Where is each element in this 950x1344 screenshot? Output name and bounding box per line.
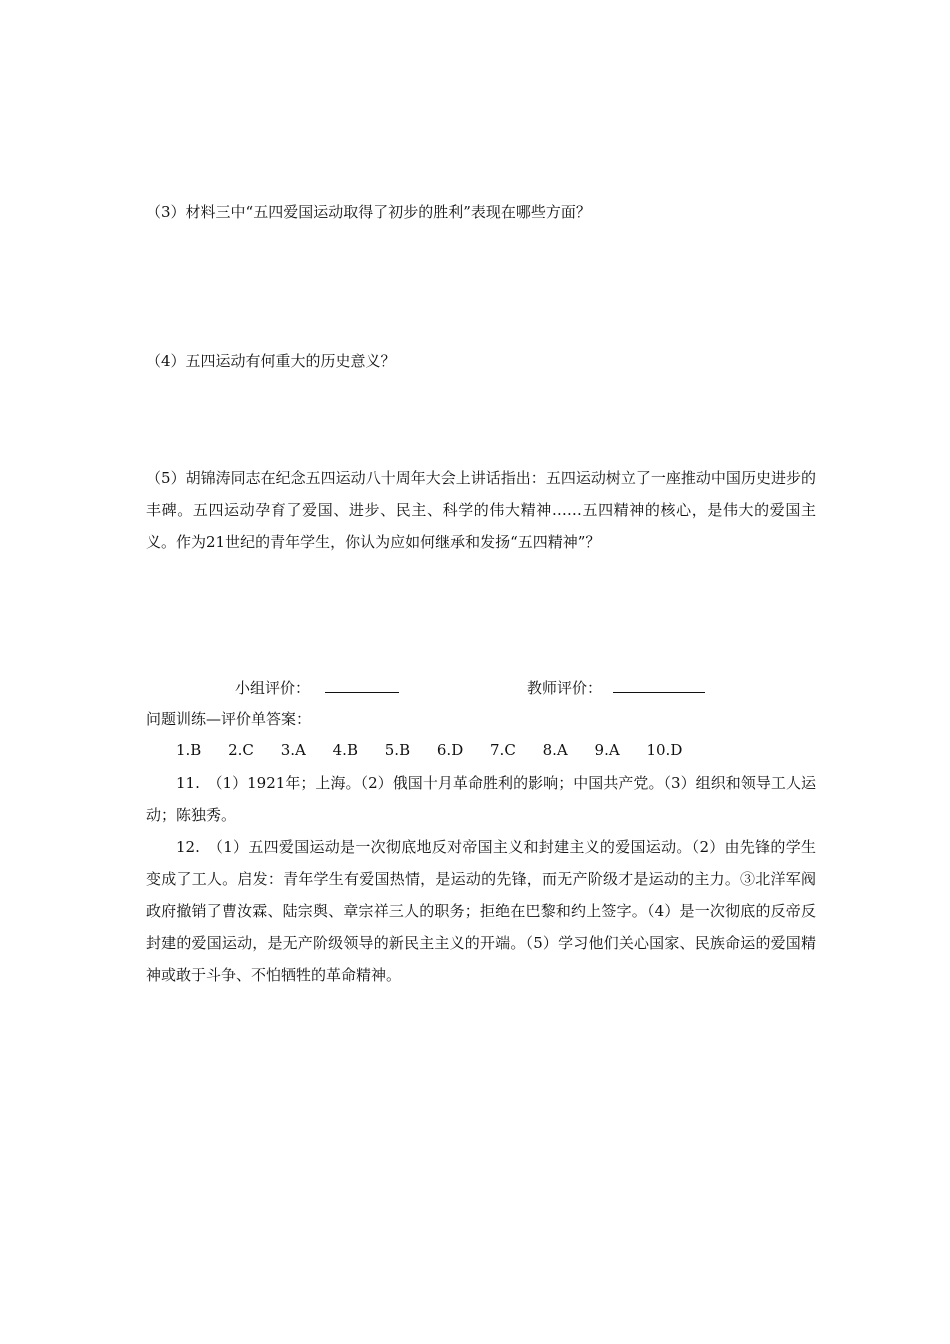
group-evaluation-blank[interactable]	[325, 676, 399, 693]
choice-answer: 5.B	[384, 741, 411, 759]
answer-12: 12. （1）五四爱国运动是一次彻底地反对帝国主义和封建主义的爱国运动。（2）由先锋的学生变成了工人。启发：青年学生有爱国热情，是运动的先锋，而无产阶级才是运动的主力。③北洋军阀政府撤销了曹汝霖、陆宗舆、章宗祥三人的职务；拒绝在巴黎和约上签字。（4）是一次彻底的反帝反封建的爱国运动，是无产阶级领导的新民主主义的开端。（5）学习他们关心国家、民族命运的爱国精神或敢于斗争、不怕牺牲的革命精神。	[146, 838, 816, 984]
teacher-evaluation	[527, 676, 705, 699]
question-4: （4）五四运动有何重大的历史意义？	[146, 352, 396, 370]
group-evaluation	[235, 676, 399, 699]
choice-answers	[176, 739, 704, 761]
choice-answer: 1.B	[176, 741, 202, 759]
choice-answer: 10.D	[646, 741, 683, 759]
teacher-evaluation-label: 教师评价：	[527, 679, 603, 697]
choice-answer: 6.D	[436, 741, 464, 759]
question-5: （5）胡锦涛同志在纪念五四运动八十周年大会上讲话指出：五四运动树立了一座推动中国历史进步的丰碑。五四运动孕育了爱国、进步、民主、科学的伟大精神……五四精神的核心，是伟大的爱国主义。作为21世纪的青年学生，你认为应如何继承和发扬“五四精神”？	[146, 469, 816, 551]
question-3: （3）材料三中“五四爱国运动取得了初步的胜利”表现在哪些方面？	[146, 203, 591, 221]
choice-answer: 4.B	[332, 741, 358, 759]
answer-11: 11. （1）1921年；上海。（2）俄国十月革命胜利的影响；中国共产党。（3）组织和领导工人运动；陈独秀。	[146, 774, 816, 824]
choice-answer: 8.A	[542, 741, 568, 759]
group-evaluation-label: 小组评价：	[235, 679, 311, 697]
choice-answer: 7.C	[490, 741, 516, 759]
answer-section-title: 问题训练—评价单答案：	[146, 710, 312, 728]
choice-answer: 3.A	[280, 741, 306, 759]
choice-answer: 2.C	[228, 741, 254, 759]
choice-answer: 9.A	[594, 741, 620, 759]
teacher-evaluation-blank[interactable]	[613, 676, 705, 693]
